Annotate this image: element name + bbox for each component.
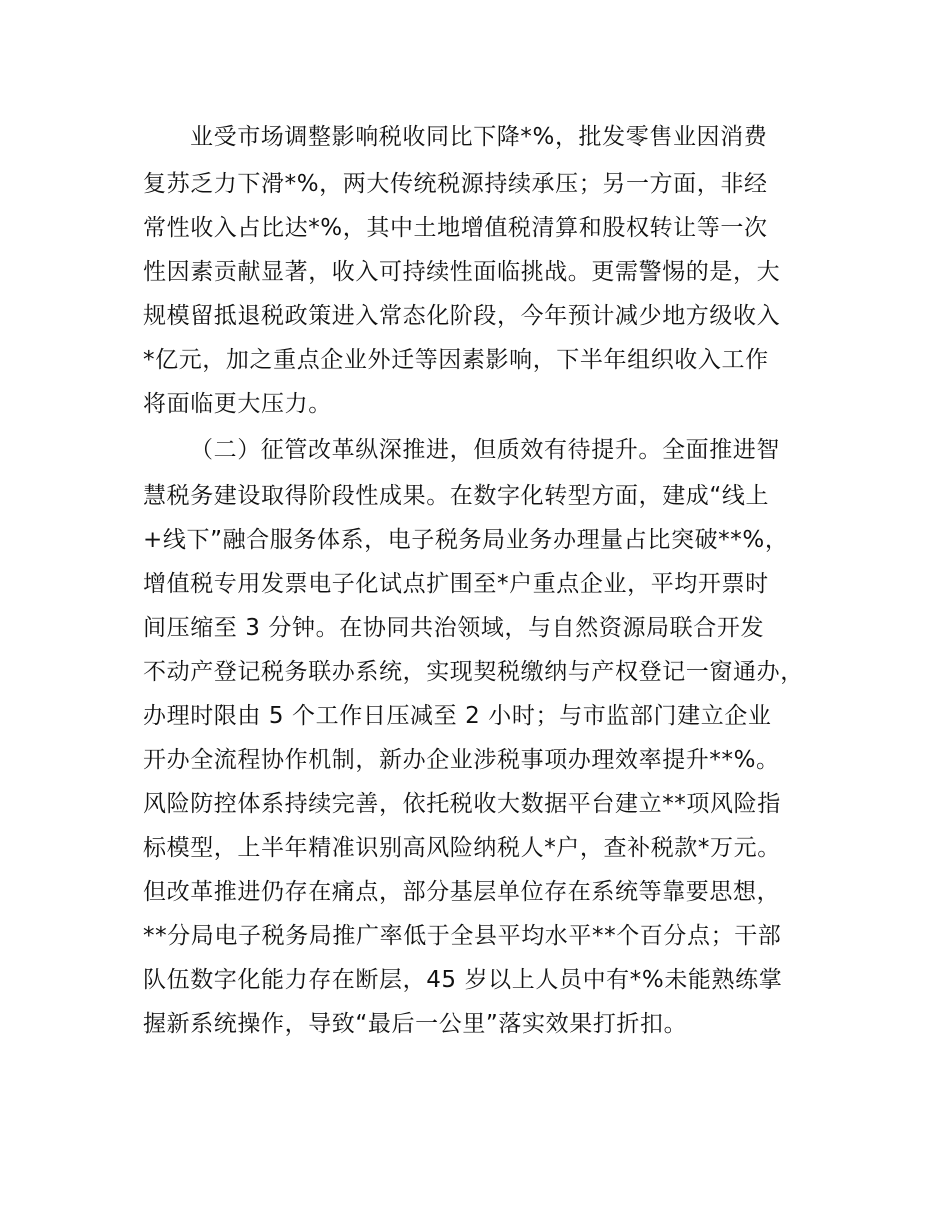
paragraph-line: 慧税务建设取得阶段性成果。在数字化转型方面，建成“线上	[143, 483, 770, 509]
paragraph-line: 将面临更大压力。	[143, 391, 332, 417]
paragraph-line: 开办全流程协作机制，新办企业涉税事项办理效率提升**%。	[143, 747, 780, 773]
paragraph-line: 规模留抵退税政策进入常态化阶段，今年预计减少地方级收入	[143, 303, 781, 329]
paragraph-line: 业受市场调整影响税收同比下降*%，批发零售业因消费	[190, 124, 768, 150]
paragraph-line: 标模型，上半年精准识别高风险纳税人*户，查补税款*万元。	[143, 835, 781, 861]
paragraph-line: 但改革推进仍存在痛点，部分基层单位存在系统等靠要思想，	[143, 879, 781, 905]
paragraph-line: **分局电子税务局推广率低于全县平均水平**个百分点；干部	[143, 923, 782, 949]
paragraph-line: 常性收入占比达*%，其中土地增值税清算和股权转让等一次	[143, 215, 768, 241]
paragraph-line: 队伍数字化能力存在断层，45 岁以上人员中有*%未能熟练掌	[143, 967, 783, 993]
paragraph-line: *亿元，加之重点企业外迁等因素影响，下半年组织收入工作	[143, 347, 769, 373]
paragraph-line: +线下”融合服务体系，电子税务局业务办理量占比突破**%，	[143, 527, 789, 553]
paragraph-line: 复苏乏力下滑*%，两大传统税源持续承压；另一方面，非经	[143, 171, 768, 197]
paragraph-line: 风险防控体系持续完善，依托税收大数据平台建立**项风险指	[143, 791, 781, 817]
paragraph-line: 握新系统操作，导致“最后一公里”落实效果打折扣。	[143, 1011, 688, 1037]
paragraph-line: 增值税专用发票电子化试点扩围至*户重点企业，平均开票时	[143, 571, 769, 597]
paragraph-line: 间压缩至 3 分钟。在协同共治领域，与自然资源局联合开发	[143, 615, 765, 641]
paragraph-line: 办理时限由 5 个工作日压减至 2 小时；与市监部门建立企业	[143, 703, 772, 729]
paragraph-line: 不动产登记税务联办系统，实现契税缴纳与产权登记一窗通办，	[143, 659, 804, 685]
paragraph-line: 性因素贡献显著，收入可持续性面临挑战。更需警惕的是，大	[143, 259, 781, 285]
paragraph-line: （二）征管改革纵深推进，但质效有待提升。全面推进智	[190, 437, 780, 463]
